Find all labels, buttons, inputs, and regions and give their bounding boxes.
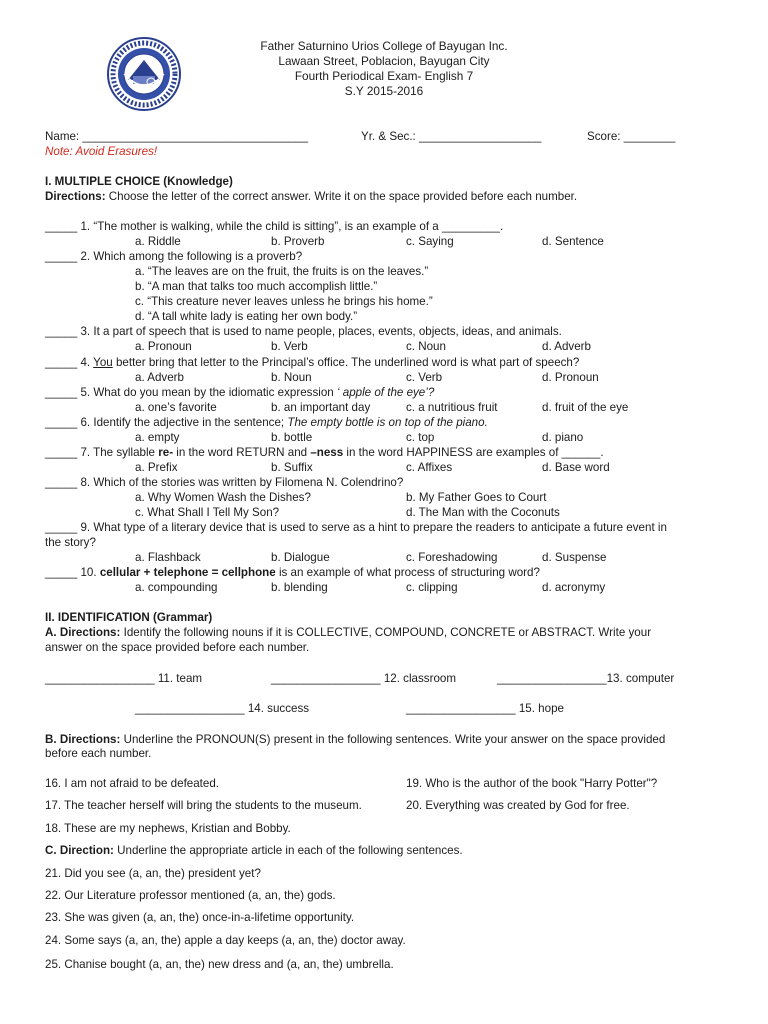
q3-option-a: a. Pronoun [135, 340, 192, 353]
q10-option-c: c. clipping [406, 581, 458, 594]
sentence-23: 23. She was given (a, an, the) once-in-a-lifetime opportunity. [45, 911, 355, 924]
q1-option-d: d. Sentence [542, 235, 604, 248]
q2-option-c: c. “This creature never leaves unless he brings his home.” [135, 295, 433, 308]
q4-option-a: a. Adverb [135, 371, 184, 384]
part2b-text1: Underline the PRONOUN(S) present in the following sentences. Write your answer on the space provided [120, 733, 666, 746]
q7-option-a: a. Prefix [135, 461, 178, 474]
q9-option-b: b. Dialogue [271, 551, 330, 564]
part2-title: II. IDENTIFICATION (Grammar) [45, 611, 213, 624]
q2-option-b: b. “A man that talks too much accomplish little.” [135, 280, 378, 293]
sentence-19: 19. Who is the author of the book "Harry Potter"? [406, 777, 658, 790]
sentence-22: 22. Our Literature professor mentioned (a, an, the) gods. [45, 889, 336, 902]
question-5 [45, 386, 434, 400]
q5-prefix: _____ 5. What do you mean by the idiomatic expression [45, 386, 337, 399]
part2b-directions-line1 [45, 733, 665, 747]
q4-underlined-word: You [93, 356, 113, 369]
sentence-25: 25. Chanise bought (a, an, the) new dress and (a, an, the) umbrella. [45, 958, 394, 971]
question-1: _____ 1. “The mother is walking, while the child is sitting”, is an example of a _________. [45, 220, 504, 233]
item-14: _________________ 14. success [135, 702, 310, 715]
q5-option-d: d. fruit of the eye [542, 401, 629, 414]
q9-option-c: c. Foreshadowing [406, 551, 498, 564]
q6-sentence: The empty bottle is on top of the piano. [287, 416, 488, 429]
q7-option-b: b. Suffix [271, 461, 313, 474]
part2a-text1: Identify the following nouns if it is COLLECTIVE, COMPOUND, CONCRETE or ABSTRACT. Write your [120, 626, 652, 639]
item-11: _________________ 11. team [45, 672, 203, 685]
q10-option-a: a. compounding [135, 581, 218, 594]
q3-option-d: d. Adverb [542, 340, 591, 353]
question-9-line2: the story? [45, 536, 96, 549]
question-2: _____ 2. Which among the following is a proverb? [45, 250, 303, 263]
q1-option-b: b. Proverb [271, 235, 325, 248]
q8-option-a: a. Why Women Wash the Dishes? [135, 491, 311, 504]
q8-option-d: d. The Man with the Coconuts [406, 506, 560, 519]
directions-text: Choose the letter of the correct answer. Write it on the space provided before each number. [105, 190, 578, 203]
q10-bold-formula: cellular + telephone = cellphone [99, 566, 276, 579]
q6-prefix: _____ 6. Identify the adjective in the sentence; [45, 416, 288, 429]
year-section-field[interactable]: Yr. & Sec.: ___________________ [361, 130, 542, 143]
q3-option-b: b. Verb [271, 340, 308, 353]
question-4 [45, 356, 579, 370]
part1-directions [45, 190, 577, 204]
school-year: S.Y 2015-2016 [344, 84, 424, 98]
q6-option-c: c. top [406, 431, 435, 444]
q7-bold-re: re- [158, 446, 174, 459]
part1-title: I. MULTIPLE CHOICE (Knowledge) [45, 175, 233, 188]
q4-suffix: better bring that letter to the Principal’s office. The underlined word is what part of speech? [112, 356, 580, 369]
q6-option-b: b. bottle [271, 431, 313, 444]
school-name: Father Saturnino Urios College of Bayugan Inc. [260, 39, 508, 53]
q10-option-b: b. blending [271, 581, 328, 594]
item-15: _________________ 15. hope [406, 702, 564, 715]
directions-label: Directions: [45, 190, 106, 203]
question-8: _____ 8. Which of the stories was written by Filomena N. Colendrino? [45, 476, 404, 489]
q7-part3: in the word HAPPINESS are examples of ______. [343, 446, 604, 459]
q2-option-d: d. “A tall white lady is eating her own body.” [135, 310, 358, 323]
q5-option-c: c. a nutritious fruit [406, 401, 498, 414]
q2-option-a: a. “The leaves are on the fruit, the fruits is on the leaves.” [135, 265, 429, 278]
q5-idiom: ‘ apple of the eye’? [336, 386, 435, 399]
part2a-directions-line1 [45, 626, 651, 640]
q5-option-b: b. an important day [271, 401, 371, 414]
q9-option-a: a. Flashback [135, 551, 201, 564]
q1-option-a: a. Riddle [135, 235, 181, 248]
part2b-label: B. Directions: [45, 733, 121, 746]
q5-option-a: a. one’s favorite [135, 401, 217, 414]
sentence-21: 21. Did you see (a, an, the) president yet? [45, 867, 261, 880]
question-3: _____ 3. It a part of speech that is used to name people, places, events, objects, ideas, and animals. [45, 325, 562, 338]
sentence-18: 18. These are my nephews, Kristian and Bobby. [45, 822, 291, 835]
sentence-20: 20. Everything was created by God for free. [406, 799, 630, 812]
q4-prefix: _____ 4. [45, 356, 94, 369]
q7-option-d: d. Base word [542, 461, 610, 474]
sentence-17: 17. The teacher herself will bring the students to the museum. [45, 799, 362, 812]
q4-option-b: b. Noun [271, 371, 312, 384]
q6-option-a: a. empty [135, 431, 180, 444]
q4-option-d: d. Pronoun [542, 371, 599, 384]
q8-option-c: c. What Shall I Tell My Son? [135, 506, 280, 519]
q4-option-c: c. Verb [406, 371, 443, 384]
q10-suffix: is an example of what process of structuring word? [275, 566, 540, 579]
q8-option-b: b. My Father Goes to Court [406, 491, 547, 504]
q7-part2: in the word RETURN and [173, 446, 311, 459]
q7-bold-ness: –ness [310, 446, 344, 459]
q7-option-c: c. Affixes [406, 461, 453, 474]
part2b-directions-line2: before each number. [45, 747, 152, 760]
item-12: _________________ 12. classroom [271, 672, 457, 685]
sentence-24: 24. Some says (a, an, the) apple a day keeps (a, an, the) doctor away. [45, 934, 406, 947]
q10-option-d: d. acronymy [542, 581, 606, 594]
q9-option-d: d. Suspense [542, 551, 607, 564]
question-9-line1: _____ 9. What type of a literary device that is used to serve as a hint to prepare the readers to anticipate a future event in [45, 521, 667, 534]
sentence-16: 16. I am not afraid to be defeated. [45, 777, 220, 790]
part2a-directions-line2: answer on the space provided before each number. [45, 641, 310, 654]
q10-prefix: _____ 10. [45, 566, 100, 579]
part2a-label: A. Directions: [45, 626, 121, 639]
item-13: _________________13. computer [497, 672, 675, 685]
note-text: Note: Avoid Erasures! [45, 145, 158, 158]
q3-option-c: c. Noun [406, 340, 446, 353]
name-field[interactable]: Name: ___________________________________ [45, 130, 309, 143]
question-6 [45, 416, 488, 430]
q7-part1: _____ 7. The syllable [45, 446, 159, 459]
part2c-directions [45, 844, 463, 858]
q1-option-c: c. Saying [406, 235, 454, 248]
question-10 [45, 566, 540, 580]
part2c-label: C. Direction: [45, 844, 114, 857]
school-address: Lawaan Street, Poblacion, Bayugan City [278, 54, 490, 68]
score-field[interactable]: Score: ________ [587, 130, 676, 143]
part2c-text: Underline the appropriate article in each of the following sentences. [113, 844, 463, 857]
exam-title: Fourth Periodical Exam- English 7 [294, 69, 474, 83]
question-7 [45, 446, 604, 460]
q6-option-d: d. piano [542, 431, 584, 444]
